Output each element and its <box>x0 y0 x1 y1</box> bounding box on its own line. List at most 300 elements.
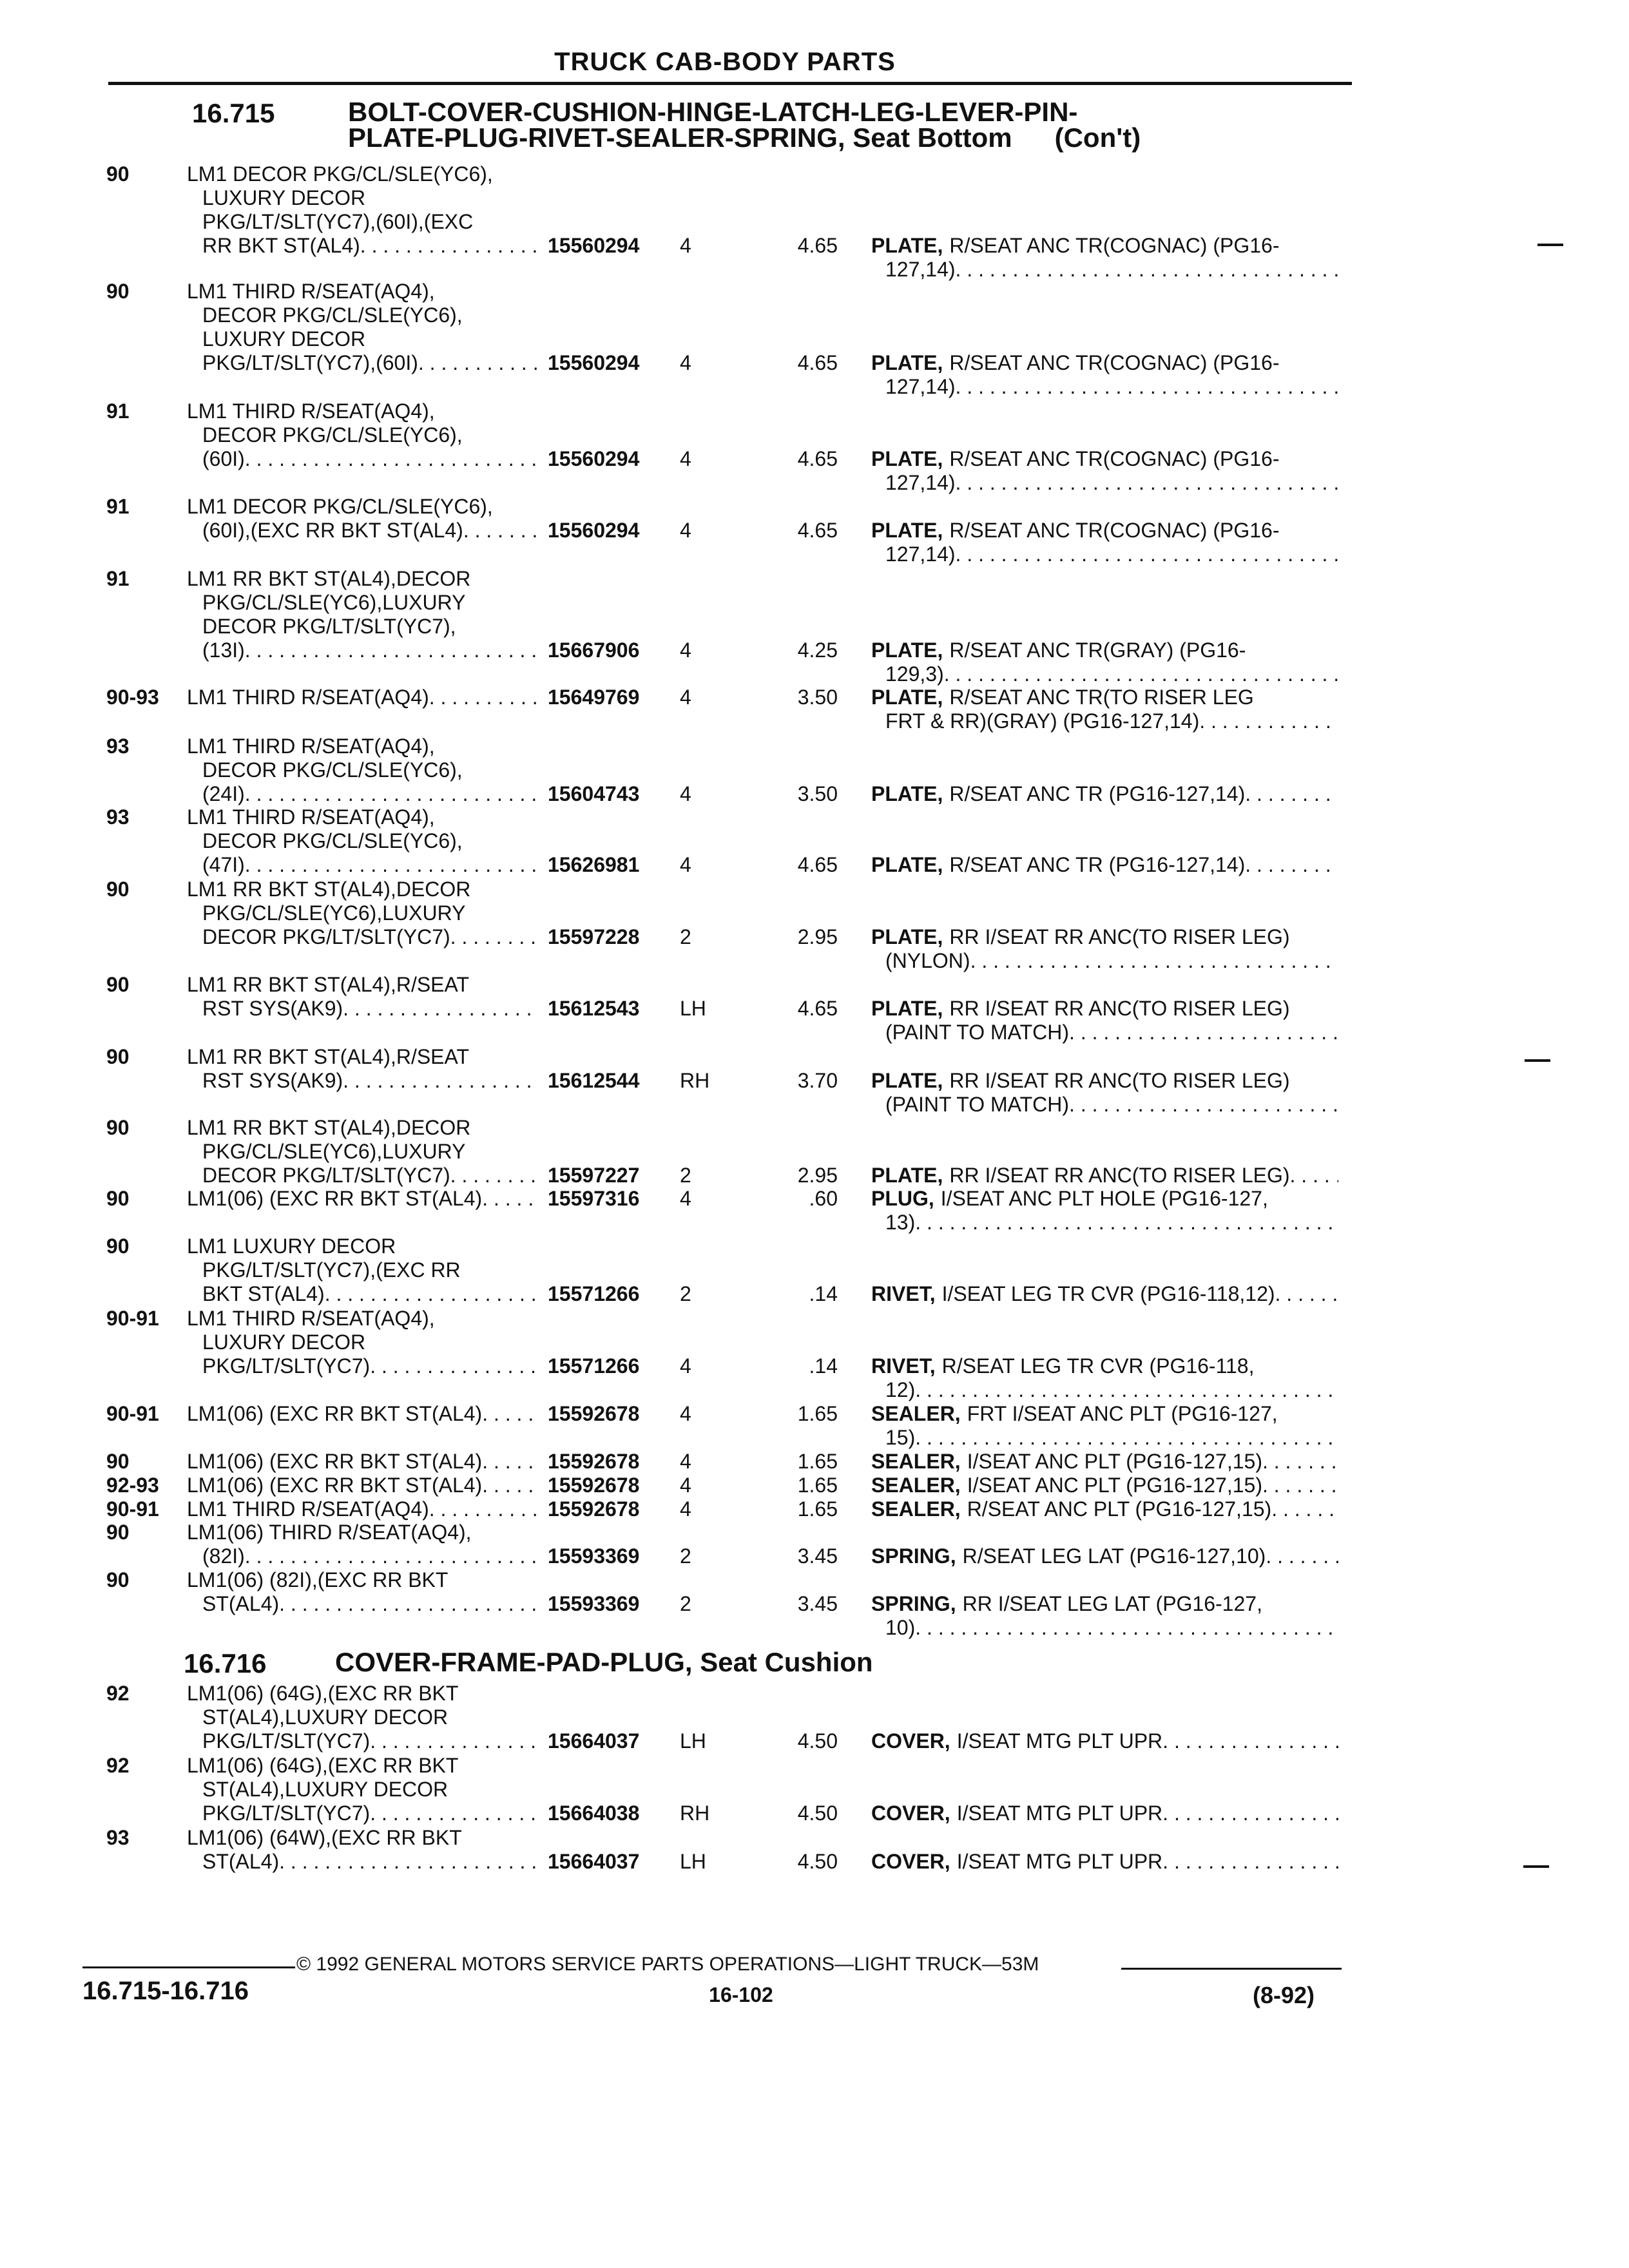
description <box>871 1450 1338 1474</box>
quantity: 4 <box>680 1450 691 1473</box>
model-year: 90 <box>106 1187 130 1210</box>
application-text: LM1(06) (EXC RR BKT ST(AL4) <box>187 1474 483 1497</box>
application-text: LM1 DECOR PKG/CL/SLE(YC6), <box>187 162 493 186</box>
application-line <box>187 805 538 829</box>
leader-dots <box>1262 1474 1338 1497</box>
description <box>871 1069 1338 1117</box>
application-text: PKG/LT/SLT(YC7),(60I) <box>202 351 418 374</box>
part-name: PLATE, <box>871 639 943 662</box>
model-year: 90 <box>106 1568 130 1591</box>
part-number: 15592678 <box>548 1402 640 1425</box>
application-text: (82I) <box>202 1544 245 1568</box>
application-text: LM1(06) (82I),(EXC RR BKT <box>187 1568 448 1591</box>
leader-dots <box>463 519 538 543</box>
leader-dots <box>360 234 538 258</box>
application-line <box>187 495 538 519</box>
description-text: R/SEAT ANC TR(GRAY) (PG16- <box>949 639 1246 662</box>
part-name: SEALER, <box>871 1450 961 1473</box>
leader-dots <box>915 1211 1338 1235</box>
description <box>871 639 1338 686</box>
part-number: 15560294 <box>548 234 640 257</box>
part-name: SEALER, <box>871 1474 961 1497</box>
description-text: 127,14) <box>885 471 956 494</box>
model-year: 90 <box>106 973 130 996</box>
description <box>871 1592 1338 1640</box>
application-text: DECOR PKG/LT/SLT(YC7) <box>202 1164 450 1187</box>
leader-dots <box>915 1616 1338 1640</box>
application <box>187 495 538 543</box>
description <box>871 1729 1338 1753</box>
price: 1.65 <box>797 1497 838 1521</box>
application-line <box>187 1521 538 1544</box>
leader-dots <box>245 447 538 471</box>
description-text: R/SEAT ANC TR(COGNAC) (PG16- <box>949 519 1280 542</box>
application <box>187 1235 538 1306</box>
description-text: RR I/SEAT RR ANC(TO RISER LEG) <box>949 1164 1290 1187</box>
leader-dots <box>482 1402 538 1426</box>
model-year: 92-93 <box>106 1474 159 1497</box>
description-text: R/SEAT ANC TR (PG16-127,14) <box>949 853 1246 876</box>
application-line <box>187 997 538 1021</box>
quantity: 4 <box>680 1402 691 1425</box>
part-number: 15612543 <box>548 997 640 1020</box>
description-line <box>871 1802 1338 1825</box>
part-name: PLATE, <box>871 351 943 374</box>
description <box>871 1187 1338 1235</box>
description-text: RR I/SEAT LEG LAT (PG16-127, <box>962 1592 1262 1615</box>
application-text: LM1 DECOR PKG/CL/SLE(YC6), <box>187 495 493 518</box>
description-text: I/SEAT MTG PLT UPR <box>956 1729 1163 1753</box>
leader-dots <box>1069 1021 1338 1044</box>
part-name: COVER, <box>871 1729 950 1753</box>
model-year: 90 <box>106 1116 130 1139</box>
application <box>187 1474 538 1497</box>
application-line <box>187 1069 538 1093</box>
application-line <box>187 1826 538 1850</box>
leader-dots <box>1162 1850 1338 1874</box>
description-text: R/SEAT ANC PLT (PG16-127,15) <box>967 1497 1272 1521</box>
part-name: SEALER, <box>871 1402 961 1425</box>
application-text: PKG/CL/SLE(YC6),LUXURY <box>202 591 466 614</box>
description-text: (PAINT TO MATCH) <box>885 1021 1070 1044</box>
application-line <box>187 1164 538 1187</box>
application-text: LM1(06) (EXC RR BKT ST(AL4) <box>187 1187 483 1210</box>
application-line <box>187 1450 538 1474</box>
description-text: RR I/SEAT RR ANC(TO RISER LEG) <box>949 1069 1290 1092</box>
description <box>871 853 1338 877</box>
margin-mark <box>1537 244 1563 246</box>
application <box>187 1187 538 1211</box>
application-line <box>187 1706 538 1729</box>
part-number: 15592678 <box>548 1474 640 1497</box>
application-text: LM1 RR BKT ST(AL4),DECOR <box>187 1116 471 1139</box>
application-text: DECOR PKG/LT/SLT(YC7) <box>202 925 450 948</box>
model-year: 90 <box>106 1235 130 1258</box>
description-line <box>871 1544 1338 1568</box>
application <box>187 1045 538 1093</box>
application <box>187 1497 538 1521</box>
application-line <box>187 758 538 782</box>
description-line <box>871 662 1338 686</box>
part-number: 15592678 <box>548 1497 640 1521</box>
leader-dots <box>482 1450 538 1474</box>
description-text: 13) <box>885 1211 916 1234</box>
leader-dots <box>970 949 1338 973</box>
application-text: LM1 THIRD R/SEAT(AQ4), <box>187 805 435 829</box>
description-line <box>871 1497 1338 1521</box>
page-title: TRUCK CAB-BODY PARTS <box>554 48 896 76</box>
description-text: R/SEAT LEG LAT (PG16-127,10) <box>962 1544 1266 1568</box>
application-line <box>187 186 538 210</box>
application <box>187 805 538 877</box>
application-text: DECOR PKG/CL/SLE(YC6), <box>202 829 463 852</box>
model-year: 91 <box>106 567 130 590</box>
application-text: PKG/LT/SLT(YC7) <box>202 1729 371 1753</box>
description-line <box>871 1850 1338 1874</box>
application-text: LM1 RR BKT ST(AL4),DECOR <box>187 878 471 901</box>
description-line <box>871 519 1338 543</box>
description <box>871 1802 1338 1825</box>
footer-rule-left <box>82 1966 295 1968</box>
application-line <box>187 1754 538 1778</box>
application-text: ST(AL4),LUXURY DECOR <box>202 1778 448 1801</box>
application-text: ST(AL4) <box>202 1850 280 1873</box>
price: 4.65 <box>797 997 838 1020</box>
application-line <box>187 1850 538 1874</box>
leader-dots <box>482 1474 538 1497</box>
application-text: LUXURY DECOR <box>202 327 366 351</box>
description-line <box>871 853 1338 877</box>
leader-dots <box>956 258 1338 282</box>
application-line <box>187 1568 538 1592</box>
model-year: 91 <box>106 399 130 423</box>
copyright-notice: © 1992 GENERAL MOTORS SERVICE PARTS OPERATIONS—LIGHT TRUCK—53M <box>296 1954 1039 1975</box>
description-text: RR I/SEAT RR ANC(TO RISER LEG) <box>949 925 1290 948</box>
section-title: COVER-FRAME-PAD-PLUG, Seat Cushion <box>335 1647 873 1677</box>
application-line <box>187 901 538 925</box>
part-name: SPRING, <box>871 1592 956 1615</box>
part-number: 15560294 <box>548 351 640 374</box>
application-line <box>187 1331 538 1354</box>
application <box>187 1402 538 1426</box>
application <box>187 1450 538 1474</box>
application <box>187 162 538 258</box>
description <box>871 519 1338 566</box>
part-number: 15597227 <box>548 1164 640 1187</box>
leader-dots <box>343 997 538 1021</box>
part-number: 15626981 <box>548 853 640 876</box>
application-line <box>187 829 538 853</box>
application-text: LUXURY DECOR <box>202 1331 366 1354</box>
leader-dots <box>1199 709 1338 733</box>
application-text: (24I) <box>202 782 245 805</box>
description-line <box>871 1021 1338 1044</box>
application-line <box>187 280 538 303</box>
application-text: LM1(06) (EXC RR BKT ST(AL4) <box>187 1402 483 1425</box>
application-line <box>187 782 538 806</box>
part-number: 15560294 <box>548 447 640 470</box>
application-text: RST SYS(AK9) <box>202 1069 343 1092</box>
description-text: 127,14) <box>885 543 956 566</box>
description <box>871 1282 1338 1306</box>
application-line <box>187 1729 538 1753</box>
application-line <box>187 1402 538 1426</box>
application <box>187 973 538 1021</box>
revision-date: (8-92) <box>1253 1982 1315 2008</box>
leader-dots <box>944 662 1338 686</box>
description-line <box>871 639 1338 662</box>
application-text: LM1 RR BKT ST(AL4),R/SEAT <box>187 973 470 996</box>
leader-dots <box>956 375 1338 399</box>
application <box>187 1307 538 1378</box>
price: 4.25 <box>797 639 838 662</box>
description <box>871 686 1338 733</box>
model-year: 90 <box>106 1450 130 1473</box>
part-number: 15612544 <box>548 1069 640 1092</box>
description <box>871 447 1338 495</box>
quantity: LH <box>680 997 706 1020</box>
description-line <box>871 1093 1338 1117</box>
application <box>187 1754 538 1825</box>
quantity: RH <box>680 1069 710 1092</box>
application-line <box>187 1258 538 1282</box>
price: 3.70 <box>797 1069 838 1092</box>
part-name: SEALER, <box>871 1497 961 1521</box>
section-title <box>348 99 1141 151</box>
model-year: 92 <box>106 1682 130 1705</box>
application-line <box>187 399 538 423</box>
leader-dots <box>429 686 538 709</box>
leader-dots <box>245 782 538 806</box>
part-number: 15592678 <box>548 1450 640 1473</box>
application-line <box>187 591 538 615</box>
application-text: ST(AL4),LUXURY DECOR <box>202 1706 448 1729</box>
quantity: 4 <box>680 1497 691 1521</box>
leader-dots <box>429 1497 538 1521</box>
application <box>187 399 538 471</box>
description-line <box>871 258 1338 282</box>
continued-label: (Con't) <box>1054 122 1141 153</box>
part-name: PLUG, <box>871 1187 934 1210</box>
application-line <box>187 1140 538 1164</box>
application-text: PKG/LT/SLT(YC7) <box>202 1802 371 1825</box>
application-text: PKG/LT/SLT(YC7),(EXC RR <box>202 1258 461 1282</box>
description <box>871 351 1338 399</box>
description-line <box>871 709 1338 733</box>
leader-dots <box>915 1378 1338 1402</box>
description-text: I/SEAT MTG PLT UPR <box>956 1850 1163 1873</box>
application-line <box>187 1592 538 1616</box>
quantity: 4 <box>680 234 691 257</box>
model-year: 90 <box>106 1045 130 1068</box>
application-line <box>187 519 538 543</box>
part-name: RIVET, <box>871 1354 936 1378</box>
application <box>187 1826 538 1874</box>
description <box>871 234 1338 282</box>
quantity: 4 <box>680 1474 691 1497</box>
leader-dots <box>482 1187 538 1211</box>
application-line <box>187 423 538 447</box>
description-line <box>871 686 1338 709</box>
part-number: 15571266 <box>548 1354 640 1378</box>
model-year: 93 <box>106 1826 130 1849</box>
description-line <box>871 447 1338 471</box>
quantity: 2 <box>680 1544 691 1568</box>
description-text: R/SEAT ANC TR(COGNAC) (PG16- <box>949 234 1280 257</box>
leader-dots <box>245 639 538 662</box>
application-line <box>187 351 538 375</box>
application-text: BKT ST(AL4) <box>202 1282 325 1305</box>
description-text: 127,14) <box>885 375 956 398</box>
leader-dots <box>370 1729 538 1753</box>
description-line <box>871 1402 1338 1426</box>
description-text: FRT & RR)(GRAY) (PG16-127,14) <box>885 709 1200 733</box>
description-line <box>871 234 1338 258</box>
description-text: R/SEAT ANC TR(TO RISER LEG <box>949 686 1254 709</box>
quantity: 2 <box>680 1164 691 1187</box>
price: 3.45 <box>797 1592 838 1615</box>
leader-dots <box>1245 853 1338 877</box>
description-text: FRT I/SEAT ANC PLT (PG16-127, <box>967 1402 1278 1425</box>
description-line <box>871 471 1338 495</box>
application-line <box>187 162 538 186</box>
model-year: 90 <box>106 280 130 303</box>
application <box>187 280 538 375</box>
part-name: SPRING, <box>871 1544 956 1568</box>
leader-dots <box>245 1544 538 1568</box>
quantity: 4 <box>680 639 691 662</box>
price: 3.45 <box>797 1544 838 1568</box>
part-name: PLATE, <box>871 234 943 257</box>
price: 4.65 <box>797 853 838 876</box>
application-line <box>187 1802 538 1825</box>
price: 2.95 <box>797 1164 838 1187</box>
quantity: 4 <box>680 853 691 876</box>
application-text: LUXURY DECOR <box>202 186 366 209</box>
application-line <box>187 1474 538 1497</box>
price: 4.65 <box>797 447 838 470</box>
leader-dots <box>450 925 538 949</box>
part-number: 15593369 <box>548 1592 640 1615</box>
model-year: 90-91 <box>106 1497 159 1521</box>
price: .14 <box>809 1282 838 1305</box>
description-text: RR I/SEAT RR ANC(TO RISER LEG) <box>949 997 1290 1020</box>
description-line <box>871 1069 1338 1093</box>
description-line <box>871 1378 1338 1402</box>
description-text: 15) <box>885 1426 916 1449</box>
description-line <box>871 1729 1338 1753</box>
part-number: 15667906 <box>548 639 640 662</box>
application-text: LM1(06) (64G),(EXC RR BKT <box>187 1682 459 1705</box>
application-line <box>187 735 538 758</box>
part-number: 15597316 <box>548 1187 640 1210</box>
application-text: (60I),(EXC RR BKT ST(AL4) <box>202 519 463 542</box>
description <box>871 1544 1338 1568</box>
application-line <box>187 853 538 877</box>
description-text: I/SEAT ANC PLT (PG16-127,15) <box>967 1474 1262 1497</box>
part-number: 15604743 <box>548 782 640 805</box>
application <box>187 1682 538 1753</box>
leader-dots <box>370 1354 538 1378</box>
application-text: LM1 THIRD R/SEAT(AQ4) <box>187 686 429 709</box>
description <box>871 1850 1338 1874</box>
description-text: 129,3) <box>885 662 944 686</box>
model-year: 90 <box>106 162 130 186</box>
header-rule <box>108 82 1352 85</box>
application-text: LM1(06) (64G),(EXC RR BKT <box>187 1754 459 1777</box>
part-name: RIVET, <box>871 1282 936 1305</box>
application-line <box>187 1235 538 1258</box>
leader-dots <box>343 1069 538 1093</box>
application-text: RST SYS(AK9) <box>202 997 343 1020</box>
part-name: PLATE, <box>871 447 943 470</box>
quantity: LH <box>680 1729 706 1753</box>
description-line <box>871 1474 1338 1497</box>
application-text: LM1 RR BKT ST(AL4),R/SEAT <box>187 1045 470 1068</box>
part-name: PLATE, <box>871 1069 943 1092</box>
description-text: I/SEAT ANC PLT HOLE (PG16-127, <box>940 1187 1268 1210</box>
application-line <box>187 1497 538 1521</box>
leader-dots <box>1162 1729 1338 1753</box>
application-line <box>187 234 538 258</box>
application-text: LM1(06) THIRD R/SEAT(AQ4), <box>187 1521 472 1544</box>
application <box>187 686 538 709</box>
description-text: R/SEAT ANC TR (PG16-127,14) <box>949 782 1246 805</box>
description <box>871 782 1338 806</box>
application-line <box>187 447 538 471</box>
part-name: PLATE, <box>871 519 943 542</box>
section-title-line2-wrap <box>348 122 1141 153</box>
application-line <box>187 925 538 949</box>
model-year: 92 <box>106 1754 130 1777</box>
application-line <box>187 210 538 234</box>
model-year: 90 <box>106 878 130 901</box>
price: 1.65 <box>797 1402 838 1425</box>
margin-mark <box>1525 1059 1550 1062</box>
part-name: PLATE, <box>871 1164 943 1187</box>
application <box>187 1521 538 1568</box>
description-text: I/SEAT MTG PLT UPR <box>956 1802 1163 1825</box>
application-line <box>187 1544 538 1568</box>
leader-dots <box>915 1426 1338 1450</box>
description-text: 10) <box>885 1616 916 1639</box>
description-text: R/SEAT ANC TR(COGNAC) (PG16- <box>949 447 1280 470</box>
leader-dots <box>1275 1282 1338 1306</box>
application <box>187 1568 538 1616</box>
application-line <box>187 1354 538 1378</box>
application-line <box>187 1778 538 1802</box>
description-line <box>871 543 1338 566</box>
price: 4.65 <box>797 519 838 542</box>
leader-dots <box>1271 1497 1338 1521</box>
quantity: 4 <box>680 686 691 709</box>
leader-dots <box>1266 1544 1338 1568</box>
application-line <box>187 1187 538 1211</box>
description-text: 127,14) <box>885 258 956 281</box>
leader-dots <box>325 1282 538 1306</box>
application-text: LM1 THIRD R/SEAT(AQ4) <box>187 1497 429 1521</box>
description-line <box>871 375 1338 399</box>
part-number: 15571266 <box>548 1282 640 1305</box>
page-number: 16-102 <box>709 1983 773 2006</box>
part-number: 15664037 <box>548 1729 640 1753</box>
description <box>871 1497 1338 1521</box>
leader-dots <box>418 351 538 375</box>
application-text: PKG/LT/SLT(YC7) <box>202 1354 371 1378</box>
section-title-line1: BOLT-COVER-CUSHION-HINGE-LATCH-LEG-LEVER-PIN- <box>348 97 1078 127</box>
description-line <box>871 997 1338 1021</box>
leader-dots <box>1245 782 1338 806</box>
